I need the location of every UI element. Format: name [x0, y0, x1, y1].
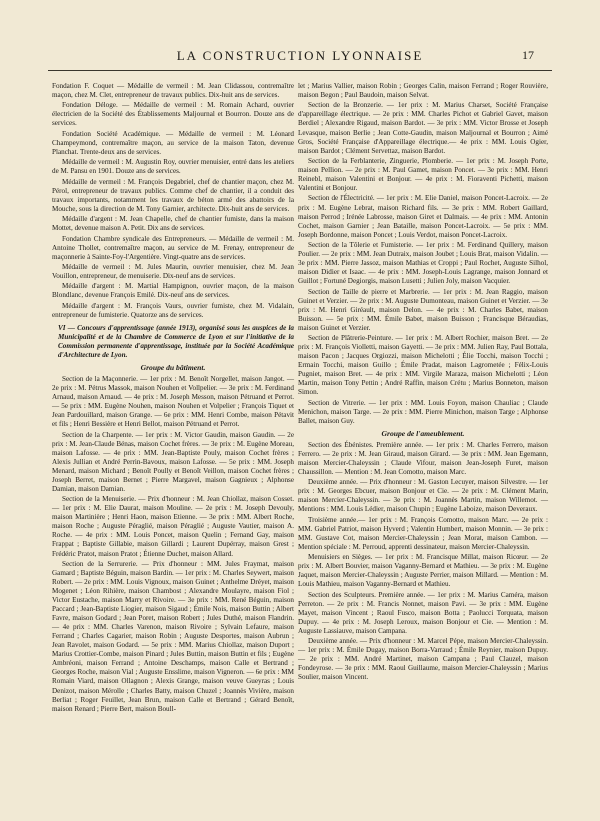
paragraph: Médaille d'argent : M. Jean Chapelle, chef de chantier fumiste, dans la maison Mottet, devenue maison A. Petit. Dix ans de services. — [52, 215, 294, 233]
right-column — [298, 82, 548, 684]
paragraph: Fondation Chambre syndicale des Entrepreneurs. — Médaille de vermeil : M. Antoine Thollet, contremaître maçon, au service de M. Frenay, entrepreneur de maçonnerie à Sainte-Foy-l'Argentière. Vingt-quatre ans de services. — [52, 234, 294, 261]
paragraph: Fondation Société Académique. — Médaille de vermeil : M. Léonard Champeymond, contremaître maçon, au service de la maison Taton, devenue Planchat. Trente-deux ans de services. — [52, 129, 294, 156]
page-header-title: LA CONSTRUCTION LYONNAISE — [176, 48, 424, 63]
paragraph: Section de l'Électricité. — 1er prix : M. Elie Daniel, maison Poncet-Lacroix. — 2e prix : M. Eugène Lebrat, maison Richard fils. — 3e prix : MM. Robert Gaillard, maison Perrod ; Irénée Labrosse, maison Giret et Dalmais. — 4e prix : MM. Antonin Cochet, maison Garnier ; Jean Bataille, maison Poncet-Lacroix. — 5e prix : MM. Joseph Bordonne, maison Poncet ; Louis Verdot, maison Poncet-Lacroix. — [298, 194, 548, 239]
paragraph: Section de la Tôlerie et Fumisterie. — 1er prix : M. Ferdinand Quillery, maison Poulier. — 2e prix : MM. Jean Dutraix, maison Joubet ; Louis Brat, maison Vidalin. — 3e prix : MM. Pierre Jassoz, maison Mathias et Croppi ; Paul Rochet, Auguste Silhol, maison Didier et Isaac. — 4e prix : MM. Joseph-Louis Lagrange, maison Jonnard et Guillot ; Fortuné Degiorgis, maison Lusetti ; Julien Joly, maison Vacquier. — [298, 240, 548, 286]
paragraph: Deuxième année. — Prix d'honneur : M. Marcel Pépe, maison Mercier-Chaleyssin. — 1er prix : M. Émile Dugay, maison Borra-Varraud ; Émile Reynier, maison Dupuy. — 2e prix : MM. André Martinet, maison Campana ; Paul Clauzel, maison Fondeyrose. — 3e prix : MM. Raoul Guillaume, maison Mercier-Chaleyssin ; Marius Soulier, maison Vincent. — [298, 637, 548, 682]
left-paragraphs — [52, 82, 294, 320]
paragraph: Menuisiers en Sièges. — 1er prix : M. Francisque Millat, maison Ricœur. — 2e prix : M. Albert Bouvier, maison Vaganny-Bernard et Mathieu. — 3e prix : M. Eugène Jaquet, maison Mercier-Chaleyssin ; Auguste Perrier, maison Millard. — Mention : M. Louis Mathieu, maison Vaganny-Bernard et Mathieu. — [298, 553, 548, 589]
paragraph: Médaille de vermeil : M. Jules Maurin, ouvrier menuisier, chez M. Jean Vouillon, entrepreneur, de menuiserie. Dix-neuf ans de services. — [52, 262, 294, 281]
paragraph: Section de la Maçonnerie. — 1er prix : M. Benoît Norgellet, maison Jangot. — 2e prix : M. Pétrus Massok, maison Nouhen et Vollpelier. — 3e prix : M. Ferdinand Arnaud, maison Arnaud. — 4e prix : M. Joseph Messon, maison Pétruand et Perrot. — 5e prix : MM. Eugène Nouhen, maison Nouhen et Volpelier ; François Tiquet et Jean Pardouillard, maison Grange. — 6e prix : MM. Henri Combe, maison Pétavit et fils ; Henri Bessière et Henri Bellot, maison Pétruand et Perrot. — [52, 375, 294, 429]
paragraph: Section des Sculpteurs. Première année. — 1er prix : M. Marius Caméra, maison Perreton. — 2e prix : M. Francis Nonnet, maison Pavi. — 3e prix : MM. Eugène Mayet, maison Vincent ; Raoul Fusco, maison Botta ; Paolucci Torquata, maison Dupuy. — 4e prix : M. Joseph Leroux, maison Bonjour et Cie. — Mention : M. Auguste Lassiauve, maison Campana. — [298, 590, 548, 635]
header-rule — [48, 70, 552, 71]
page-number: 17 — [522, 48, 534, 62]
paragraph: Médaille de vermeil : M. François Degabriel, chef de chantier maçon, chez M. Pérol, entrepreneur de travaux publics. Comme chef de chantier, il a conduit des travaux importants, notamment les travaux de béton armé des abattoirs de la Mouche, sous la direction de M. Tony Garnier, architecte. Dix-huit ans de services. — [52, 177, 294, 213]
paragraph: Section de la Ferblanterie, Zinguerie, Plomberie. — 1er prix : M. Joseph Porte, maison Pellion. — 2e prix : M. Paul Gamet, maison Poncet. — 3e prix : MM. Henri Reinebl, maison Valentini et Bonjour. — 4e prix : M. Fioraventi Pichetti, maison Valentini et Bonjour. — [298, 156, 548, 193]
paragraph: Section de Vitrerie. — 1er prix : MM. Louis Foyon, maison Chauliac ; Claude Menichon, maison Targe. — 2e prix : MM. Pierre Minichon, maison Targe ; Alphonse Ballet, maison Guy. — [298, 398, 548, 425]
group-heading-ameublement: Groupe de l'ameublement. — [381, 428, 465, 438]
paragraph: let ; Marius Vallier, maison Robin ; Georges Calin, maison Ferrand ; Roger Rouvière, maison Begon ; Paul Baudoin, maison Selvat. — [298, 82, 548, 100]
paragraph: Médaille d'argent : M. François Vaurs, ouvrier fumiste, chez M. Vidalain, entrepreneur de fumisterie. Quatorze ans de services. — [52, 301, 294, 319]
paragraph: Médaille de vermeil : M. Augustin Roy, ouvrier menuisier, entré dans les ateliers de M. Pansu en 1901. Douze ans de services. — [52, 158, 294, 176]
paragraph: Section des Ébénistes. Première année. — 1er prix : M. Charles Ferrero, maison Ferrero. — 2e prix : M. Jean Giraud, maison Girard. — 3e prix : MM. Jean Egemann, maison Mercier-Chaleyssin ; Claude Vifour, maison Jean-Joseph Furet, maison Chaussillon. — Mention : M. Jean Comotto, maison Marc. — [298, 440, 548, 476]
paragraph: Section de la Menuiserie. — Prix d'honneur : M. Jean Chiollaz, maison Cosset. — 1er prix : M. Elie Daurat, maison Mouline. — 2e prix : M. Joseph Devouly, maison Martinière ; Henri Haon, maison Etienne. — 3e prix : MM. Albert Roche, maison Roche ; Auguste Péraglié, maison Péraglié ; Auguste Vautier, maison A. Roche. — 4e prix : MM. Louis Poncet, maison Quelin ; Fernand Gay, maison Frappat ; Baptiste Gillabie, maison Gillardi ; Laurent Dupérray, maison Grest ; Frédéric Pratot, maison Pratot ; Étienne Duchet, maison Allard. — [52, 495, 294, 558]
paragraph: Fondation F. Coquet — Médaille de vermeil : M. Jean Clidassou, contremaître maçon, chez M. Clet, entrepreneur de travaux publics. Dix-huit ans de services. — [52, 82, 294, 100]
paragraph: Section de Plâtrerie-Peinture. — 1er prix : M. Albert Rochier, maison Bret. — 2e prix : M. François Violletti, maison Gayetti. — 3e prix : MM. Julien Ray, Paul Bottala, maison Pacon ; Jacques Orgiozzi, maison Michelotti ; Élie Tocchi, maison Tocchi ; Ermain Tocchi, maison Guillo ; Émile Pradat, maison Lagrometée ; Félix-Louis Pugniet, maison Bret. — 4e prix : MM. Virgile Maraza, maison Michelotti ; Léon Martin, maison Tony Pettin ; André Raffin, maison Crétu ; Marius Bonneton, maison Simon. — [298, 334, 548, 397]
paragraph: Troisième année.— 1er prix : M. François Comotto, maison Marc. — 2e prix : MM. Gabriel Patriot, maison Hyverd ; Valentin Humbert, maison Monnin. — 3e prix : MM. Gustave Cot, maison Mercier-Chaleyssin ; Jean Morat, maison Cambon. — Mention spéciale : M. Perroud, apprenti dessinateur, maison Mercier-Chaleyssin. — [298, 515, 548, 551]
paragraph: Fondation Déloge. — Médaille de vermeil : M. Romain Achard, ouvrier électricien de la Société des Établissements Maljournal et Bourron. Douze ans de services. — [52, 101, 294, 128]
paragraph: Section de la Charpente. — 1er prix : M. Victor Gaudin, maison Gaudin. — 2e prix : M. Jean-Claude Bénas, maison Cochet frères. — 3e prix : M. Eugène Moreau, maison Lafosse. — 4e prix : MM. Jean-Baptiste Pouly, maison Cochet frères ; Alexis Jullian et André Perrin-Bavoux, maison Lafosse. — 5e prix : MM. Joseph Menard, maison Michard ; Benoît Poully et Benoît Veillon, maison Cochet frères ; Joseph Berret, maison Bernet ; Pierre Margavel, maison Gagnieux ; Alphonse Damian, maison Damian. — [52, 430, 294, 493]
group-heading-batiment: Groupe du bâtiment. — [140, 363, 206, 373]
paragraph: Section de la Bronzerie. — 1er prix : M. Marius Charset, Société Française d'appareillage électrique. — 2e prix : MM. Charles Pichot et Gabriel Gavet, maison Berdiel ; Alexandre Rigaud, maison Bardot. — 3e prix : MM. Victor Brosse et Joseph Levasque, maison Berlie ; Jean Cotte-Gaudin, maison Maljournal et Bourron ; Aimé Gros, Société Française d'Appareillage électrique.— 4e prix : MM. Louis Ogier, maison Bardot ; Clément Servettaz, maison Bardot. — [298, 101, 548, 155]
section-heading-vi: VI — Concours d'apprentissage (année 1913), organisé sous les auspices de la Municipalité et de la Chambre de Commerce de Lyon et sur l'initiative de la Commission permanente d'apprentissage, instituée par la Société Académique d'Architecture de Lyon. — [58, 323, 294, 359]
paragraph: Section de Taille de pierre et Marbrerie. — 1er prix : M. Jean Raggio, maison Guinet et Verzier. — 2e prix : M. Auguste Dumonteau, maison Guinet et Verzier. — 3e prix : M. Henri Giréault, maison Delon. — 4e prix : M. Charles Babet, maison Buisson. — 5e prix : MM. Émile Babet, maison Buisson ; Francisque Béraudias, maison Guinet et Verzier. — [298, 287, 548, 332]
paragraph: Section de la Serrurerie. — Prix d'honneur : MM. Jules Fraymat, maison Gamard ; Baptiste Béguin, maison Bardin. — 1er prix : M. Charles Seywert, maison Robert. — 2e prix : MM. Louis Vignoux, maison Guinet ; Anthelme Dréyet, maison Mogenet ; Léon Rihière, maison Chambost ; Alexandre Moulayre, maison Fiol ; Victor Eustache, maison Marry et Rivoire. — 3e prix : MM. René Béguin, maison Paccard ; Jean-Baptiste Liogier, maison Sigaud ; Émile Nois, maison Buttin ; Albert Favre, maison Godard ; Jean Poret, maison Robert ; Jules Duthé, maison Flandrin. — 4e prix : MM. Charles Varenon, maison Rivoire ; Sylvain Lefaure, maison Ferrand ; Charles Cagarier, maison Robin ; Auguste Desportes, maison Aubrun ; Jean Ravolet, maison Godard. — 5e prix : MM. Marius Chiollaz, maison Duport ; Marius Crottier-Combe, maison Pinard ; Jules Buttin, maison Buttin et fils ; Eugène Ambréoni, maison Ferrand ; Antoine Deschamps, maison Calle et Bertrand ; Georges Roche, maison Vial ; Auguste Ensslime, maison Vigneron. — 6e prix : MM Romain Viard, maison Ollagnon ; Alexis Grange, maison veuve Gueyras ; Louis Denizot, maison Mérolle ; Charles Batty, maison Chuzel ; Joannès Vivière, maison Berliat ; Roger Feuillet, Jean Brun, maison Calle et Bertrand ; Gérard Benoît, maison Renard ; Pierre Bert, maison Boull- — [52, 559, 294, 713]
paragraph: Médaille d'argent : M. Martial Hampignon, ouvrier maçon, de la maison Blondlanc, devenue François Emilé. Dix-neuf ans de services. — [52, 282, 294, 300]
left-column — [52, 82, 294, 715]
paragraph: Deuxième année. — Prix d'honneur : M. Gaston Lecuyer, maison Silvestre. — 1er prix : M. Georges Ebcuer, maison Bonjour et Cie. — 2e prix : M. Clément Marin, maison Mercier-Chaleyssin. — 3e prix : M. Joannès Martin, maison Willemot. — Mentions : MM. Louis Lédier, maison Chupin ; Eugène Laboize, maison Deveraux. — [298, 478, 548, 514]
